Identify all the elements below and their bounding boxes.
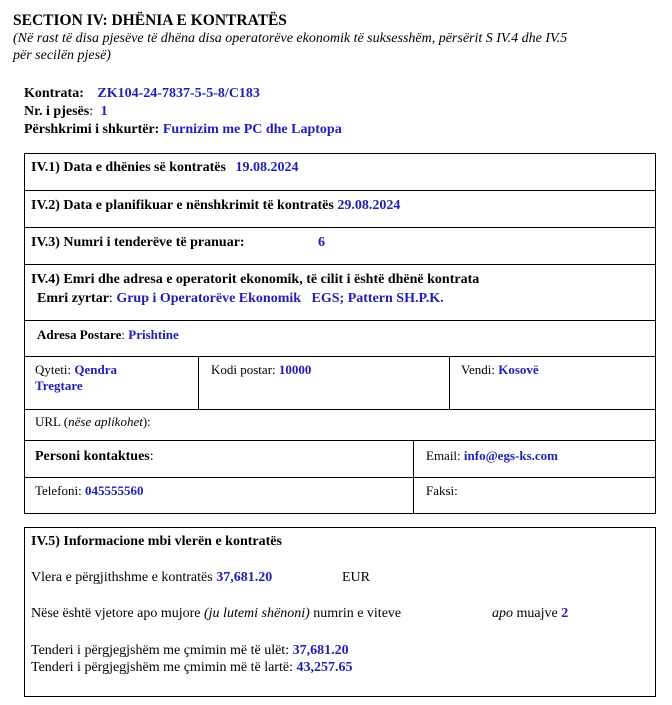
divider <box>24 356 656 357</box>
divider <box>24 320 656 321</box>
postal-value: Prishtine <box>128 327 179 342</box>
country-value: Kosovë <box>498 362 539 377</box>
city-value-line1: Qendra <box>74 362 117 377</box>
iv3-row <box>31 235 245 251</box>
section-title: SECTION IV: DHËNIA E KONTRATËS <box>13 12 287 29</box>
contact-colon: : <box>149 449 154 464</box>
official-name-colon: : <box>108 291 113 306</box>
official-name-row <box>37 291 444 307</box>
contact-label: Personi kontaktues <box>35 449 150 464</box>
total-label: Vlera e përgjithshme e kontratës <box>31 570 213 585</box>
iv1-row <box>31 160 298 176</box>
duration-row <box>31 606 401 622</box>
divider <box>413 440 414 514</box>
fax-label: Faksi: <box>426 483 458 498</box>
phone-value: 045555560 <box>85 483 144 498</box>
duration-note: (ju lutemi shënoni) <box>204 606 310 621</box>
postal-colon: : <box>121 327 125 342</box>
description-value: Furnizim me PC dhe Laptopa <box>162 122 342 137</box>
part-number: 1 <box>100 104 108 119</box>
city-label: Qyteti: <box>35 362 72 377</box>
iv2-row <box>31 198 400 214</box>
total-value: 37,681.20 <box>216 570 273 585</box>
divider <box>198 356 199 409</box>
official-name-value: Grup i Operatorëve Ekonomik EGS; Pattern SH.P.K. <box>116 291 444 306</box>
highest-value: 43,257.65 <box>296 660 353 675</box>
country-label: Vendi: <box>461 362 495 377</box>
description-label: Përshkrimi i shkurtër: <box>24 122 160 137</box>
url-note: nëse aplikohet <box>68 414 143 429</box>
postal-label: Adresa Postare <box>37 327 122 342</box>
total-row <box>31 570 272 586</box>
country-cell <box>461 362 539 378</box>
zip-cell <box>211 362 311 378</box>
part-colon: : <box>89 104 94 119</box>
zip-label: Kodi postar: <box>211 362 276 377</box>
duration-months-row <box>492 606 568 622</box>
iv1-label: IV.1) Data e dhënies së kontratës <box>31 160 226 175</box>
iv4-label: IV.4) Emri dhe adresa e operatorit ekonomik, të cilit i është dhënë kontrata <box>31 272 480 287</box>
lowest-value: 37,681.20 <box>292 643 349 658</box>
divider <box>24 227 656 228</box>
contract-row <box>24 86 260 102</box>
divider <box>24 477 656 478</box>
contact-row <box>35 449 154 465</box>
divider <box>24 440 656 441</box>
lowest-label: Tenderi i përgjegjshëm me çmimin më të ulët: <box>31 643 290 658</box>
email-value: info@egs-ks.com <box>463 448 558 463</box>
duration-or: apo <box>492 606 513 621</box>
iv3-value: 6 <box>318 235 325 250</box>
duration-text: Nëse është vjetore apo mujore <box>31 606 201 621</box>
phone-cell <box>35 483 144 499</box>
iv3-label: IV.3) Numri i tenderëve të pranuar: <box>31 235 245 250</box>
duration-months: muajve <box>516 606 558 621</box>
divider <box>24 409 656 410</box>
official-name-label: Emri zyrtar <box>37 291 109 306</box>
city-cell <box>35 362 117 394</box>
postal-row <box>37 327 179 343</box>
highest-label: Tenderi i përgjegjshëm me çmimin më të lartë: <box>31 660 293 675</box>
duration-years: numrin e viteve <box>313 606 402 621</box>
section-subtitle-line2: për secilën pjesë) <box>13 48 111 63</box>
section-subtitle-line1: (Në rast të disa pjesëve të dhëna disa operatorëve ekonomik të suksesshëm, përsërit S IV.4 dhe IV.5 <box>13 31 568 46</box>
lowest-row <box>31 643 349 659</box>
divider <box>24 264 656 265</box>
email-label: Email: <box>426 448 461 463</box>
part-label: Nr. i pjesës <box>24 104 90 119</box>
divider <box>24 190 656 191</box>
contract-number: ZK104-24-7837-5-5-8/C183 <box>97 86 260 101</box>
city-value-line2: Tregtare <box>35 378 83 393</box>
email-cell <box>426 448 558 464</box>
phone-label: Telefoni: <box>35 483 82 498</box>
iv2-label: IV.2) Data e planifikuar e nënshkrimit të kontratës <box>31 198 334 213</box>
currency: EUR <box>342 570 370 585</box>
url-row <box>35 414 151 430</box>
fax-cell <box>426 483 458 499</box>
highest-row <box>31 660 352 676</box>
iv2-value: 29.08.2024 <box>337 198 401 213</box>
divider <box>449 356 450 409</box>
description-row <box>24 122 342 138</box>
contract-label: Kontrata: <box>24 86 84 101</box>
iv1-value: 19.08.2024 <box>235 160 299 175</box>
url-label: URL ( <box>35 414 69 429</box>
iv5-label: IV.5) Informacione mbi vlerën e kontratës <box>31 534 282 549</box>
part-row <box>24 104 108 120</box>
zip-value: 10000 <box>278 362 312 377</box>
url-end: ): <box>142 414 151 429</box>
duration-value: 2 <box>561 606 569 621</box>
